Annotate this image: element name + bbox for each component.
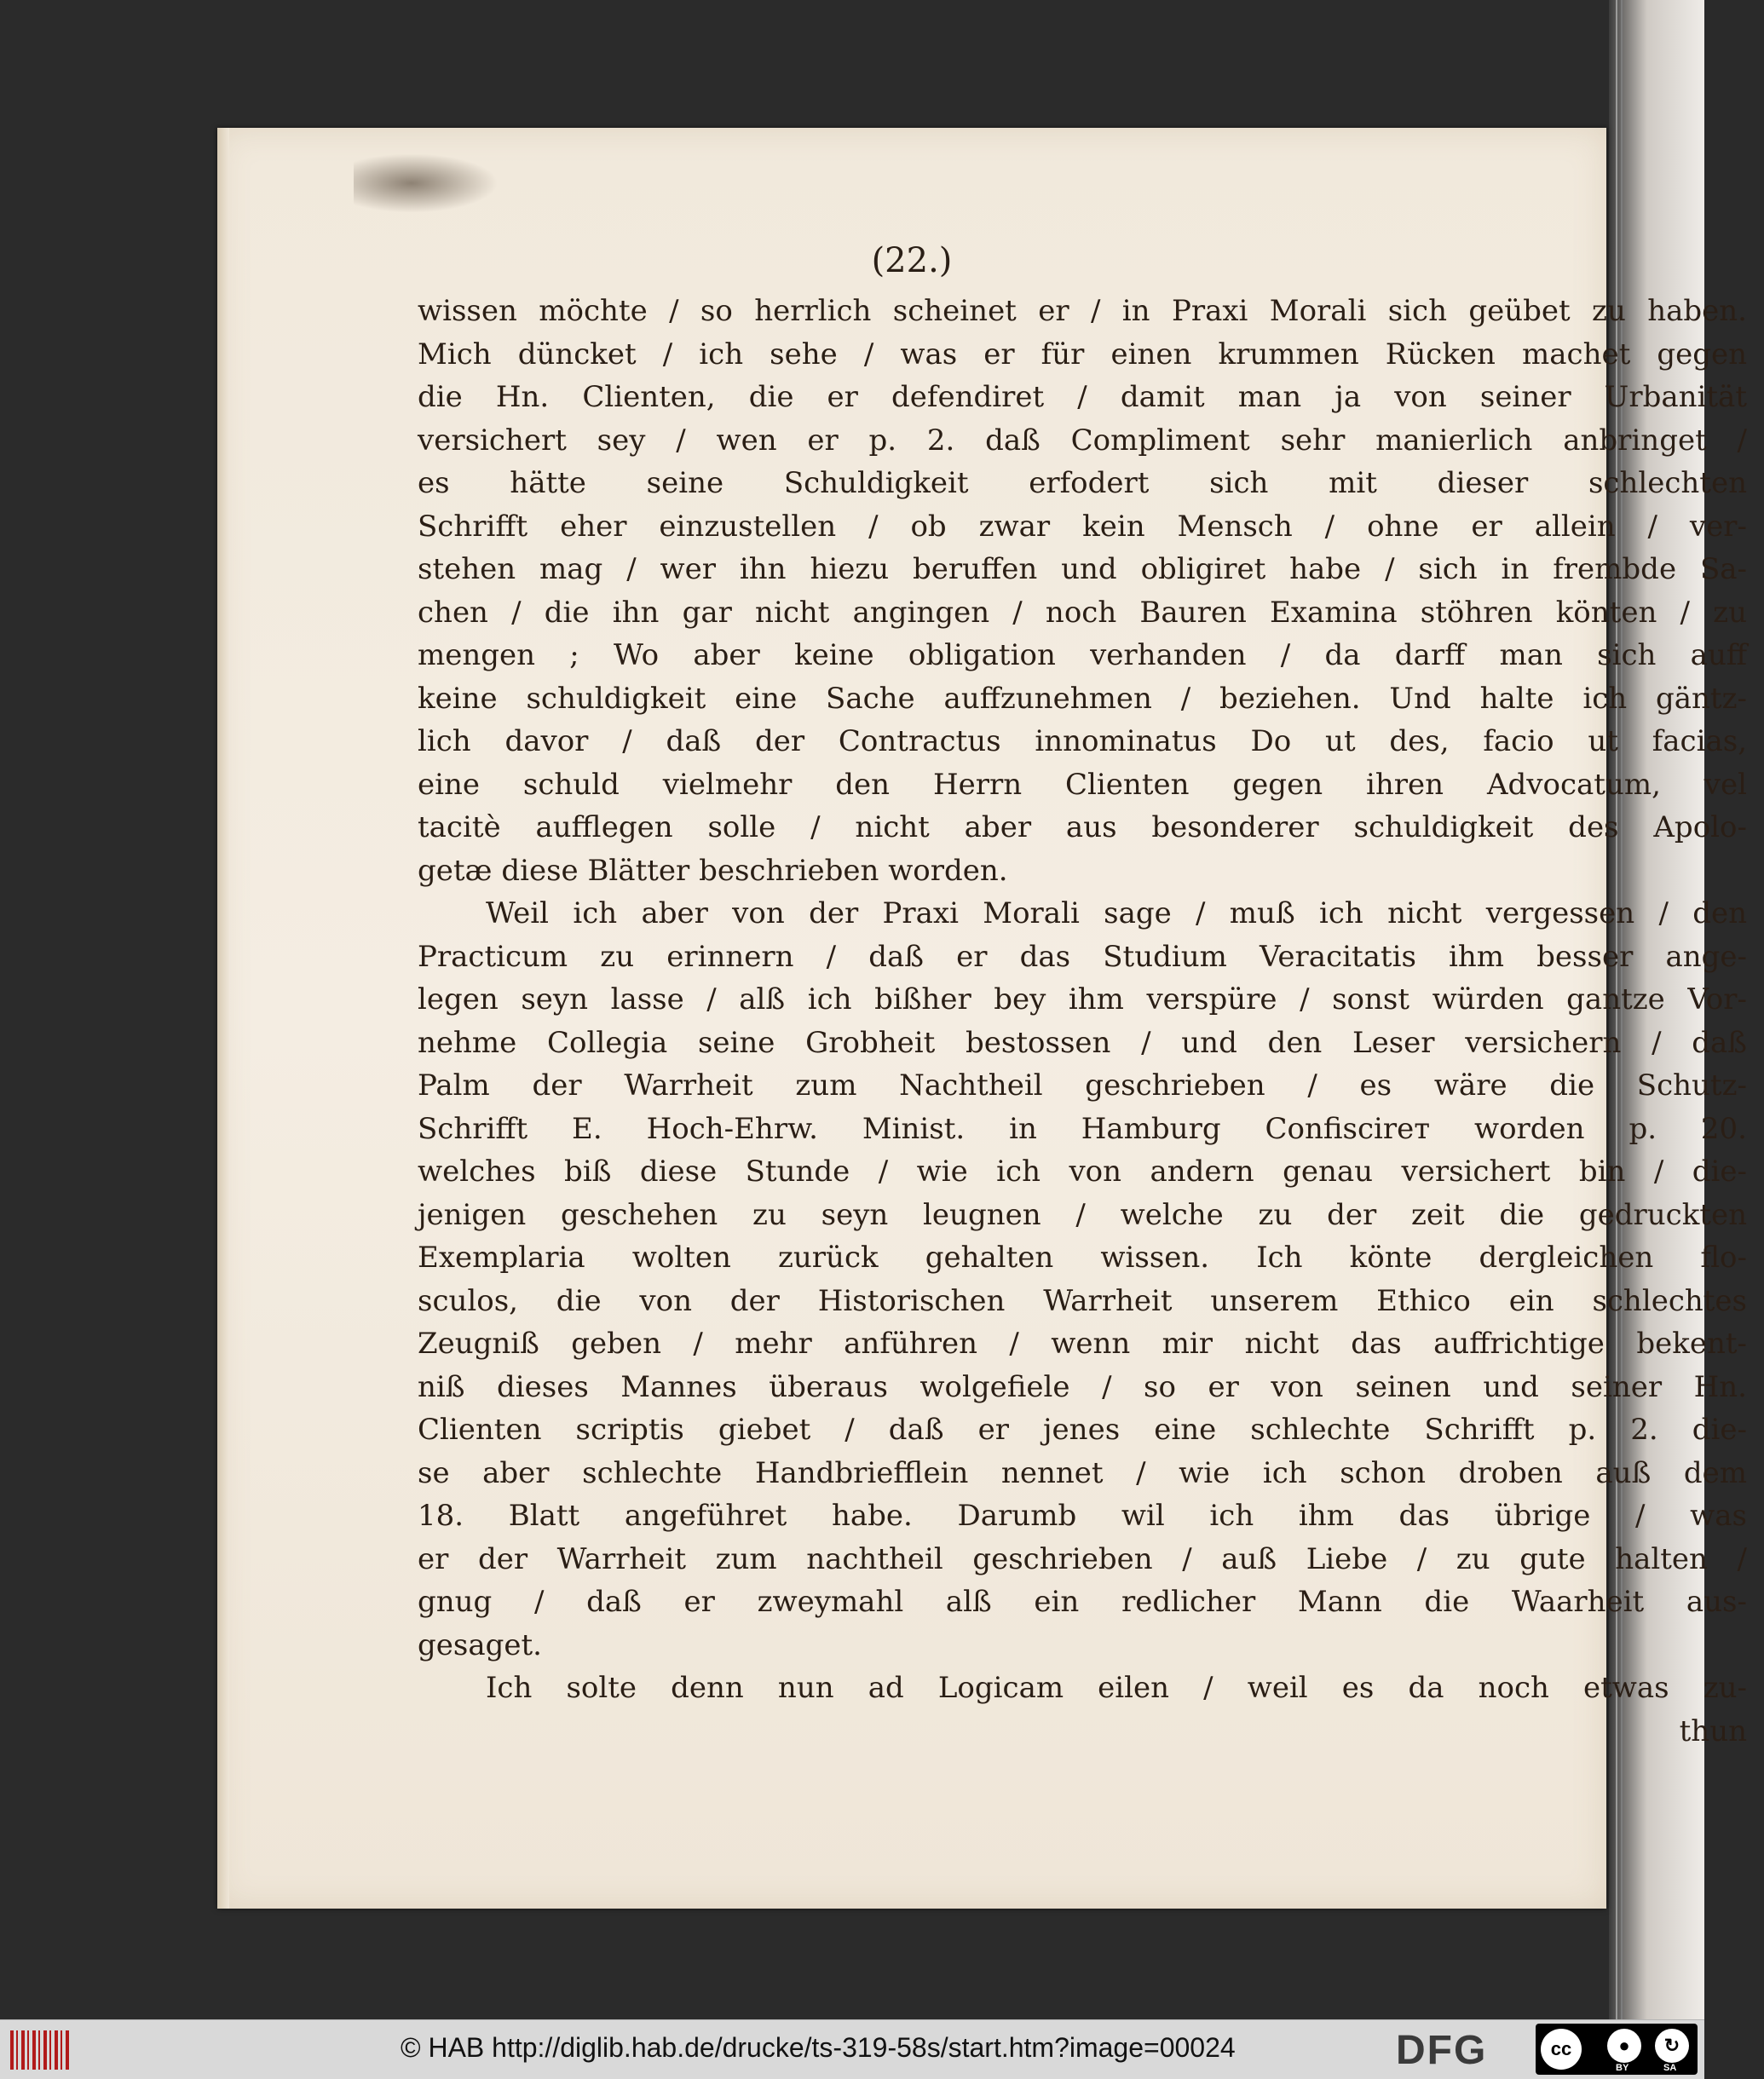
- page-left-edge: [217, 128, 229, 1909]
- text-line: stehen mag / wer ihn hiezu beruffen und obligiret habe / sich in frembde Sa-: [418, 552, 1747, 586]
- text-line: er der Warrheit zum nachtheil geschrieben / auß Liebe / zu gute halten /: [418, 1541, 1747, 1576]
- viewer-footer: [0, 2019, 1704, 2079]
- by-icon: ●: [1607, 2029, 1641, 2063]
- book-page: [217, 128, 1747, 1909]
- text-line: se aber schlechte Handbriefflein nennet / wie ich schon droben auß dem: [418, 1455, 1747, 1490]
- text-line: Palm der Warrheit zum Nachtheil geschrieben / es wäre die Schutz-: [418, 1068, 1747, 1103]
- text-line: keine schuldigkeit eine Sache auffzunehmen / beziehen. Und halte ich gäntz-: [418, 681, 1747, 716]
- dfg-logo[interactable]: DFG: [1396, 2028, 1488, 2073]
- text-line: Weil ich aber von der Praxi Morali sage / muß ich nicht vergessen / den: [486, 896, 1747, 930]
- text-line: Zeugniß geben / mehr anführen / wenn mir nicht das auffrichtige bekent-: [418, 1327, 1747, 1361]
- ink-smudge: [354, 153, 499, 213]
- text-line: sculos, die von der Historischen Warrheit unserem Ethico ein schlechtes: [418, 1283, 1747, 1318]
- text-line: legen seyn lasse / alß ich bißher bey ihm verspüre / sonst würden gantze Vor-: [418, 982, 1747, 1016]
- text-line: Schrifft eher einzustellen / ob zwar kein Mensch / ohne er allein / ver-: [418, 509, 1747, 544]
- cc-license-badge[interactable]: [1536, 2024, 1698, 2075]
- text-line: Clienten scriptis giebet / daß er jenes eine schlechte Schrifft p. 2. die-: [418, 1413, 1747, 1447]
- text-line: jenigen geschehen zu seyn leugnen / welche zu der zeit die gedruckten: [418, 1197, 1747, 1232]
- text-line: getæ diese Blätter beschrieben worden.: [418, 853, 1008, 888]
- copyright-link[interactable]: © HAB http://diglib.hab.de/drucke/ts-319-58s/start.htm?image=00024: [401, 2032, 1236, 2063]
- text-line: es hätte seine Schuldigkeit erfodert sich mit dieser schlechten: [418, 466, 1747, 500]
- text-line: gnug / daß er zweymahl alß ein redlicher Mann die Waarheit aus-: [418, 1585, 1747, 1619]
- text-line: tacitè aufflegen solle / nicht aber aus besonderer schuldigkeit des Apolo-: [418, 810, 1747, 844]
- page-text: [418, 290, 1764, 1753]
- text-line: eine schuld vielmehr den Herrn Clienten gegen ihren Advocatum, vel: [418, 767, 1747, 802]
- text-line: Schrifft E. Hoch-Ehrw. Minist. in Hamburg Confiscirет worden p. 20.: [418, 1111, 1747, 1146]
- text-line: mengen ; Wo aber keine obligation verhanden / da darff man sich auff: [418, 638, 1747, 672]
- text-line: Ich solte denn nun ad Logicam eilen / weil es da noch etwas zu-: [486, 1671, 1747, 1705]
- text-line: Mich düncket / ich sehe / was er für einen krummen Rücken machet gegen: [418, 337, 1747, 371]
- text-line: Exemplaria wolten zurück gehalten wissen. Ich könte dergleichen flo-: [418, 1241, 1747, 1275]
- cc-icon: cc: [1541, 2029, 1582, 2070]
- text-line: Practicum zu erinnern / daß er das Studium Veracitatis ihm besser ange-: [418, 939, 1747, 974]
- text-line: chen / die ihn gar nicht angingen / noch Bauren Examina stöhren könten / zu: [418, 595, 1747, 630]
- by-label: BY: [1616, 2063, 1629, 2073]
- text-line: niß dieses Mannes überaus wolgefiele / so er von seinen und seiner Hn.: [418, 1369, 1747, 1404]
- page-number: (22.): [871, 241, 953, 280]
- hab-logo-icon[interactable]: [10, 2030, 70, 2070]
- text-line: die Hn. Clienten, die er defendiret / damit man ja von seiner Urbanität: [418, 380, 1747, 414]
- text-line: versichert sey / wen er p. 2. daß Compliment sehr manierlich anbringet /: [418, 423, 1747, 458]
- sa-label: SA: [1663, 2063, 1677, 2073]
- sa-icon: ↻: [1655, 2029, 1689, 2063]
- text-line: 18. Blatt angeführet habe. Darumb wil ich ihm das übrige / was: [418, 1499, 1747, 1533]
- text-line: welches biß diese Stunde / wie ich von andern genau versichert bin / die-: [418, 1155, 1747, 1189]
- text-line: nehme Collegia seine Grobheit bestossen / und den Leser versichern / daß: [418, 1025, 1747, 1060]
- text-line: wissen möchte / so herrlich scheinet er / in Praxi Morali sich geübet zu haben.: [418, 294, 1747, 328]
- text-line: lich davor / daß der Contractus innominatus Do ut des, facio ut facias,: [418, 724, 1747, 758]
- text-line: gesaget.: [418, 1627, 542, 1662]
- catchword: thun: [1679, 1713, 1747, 1748]
